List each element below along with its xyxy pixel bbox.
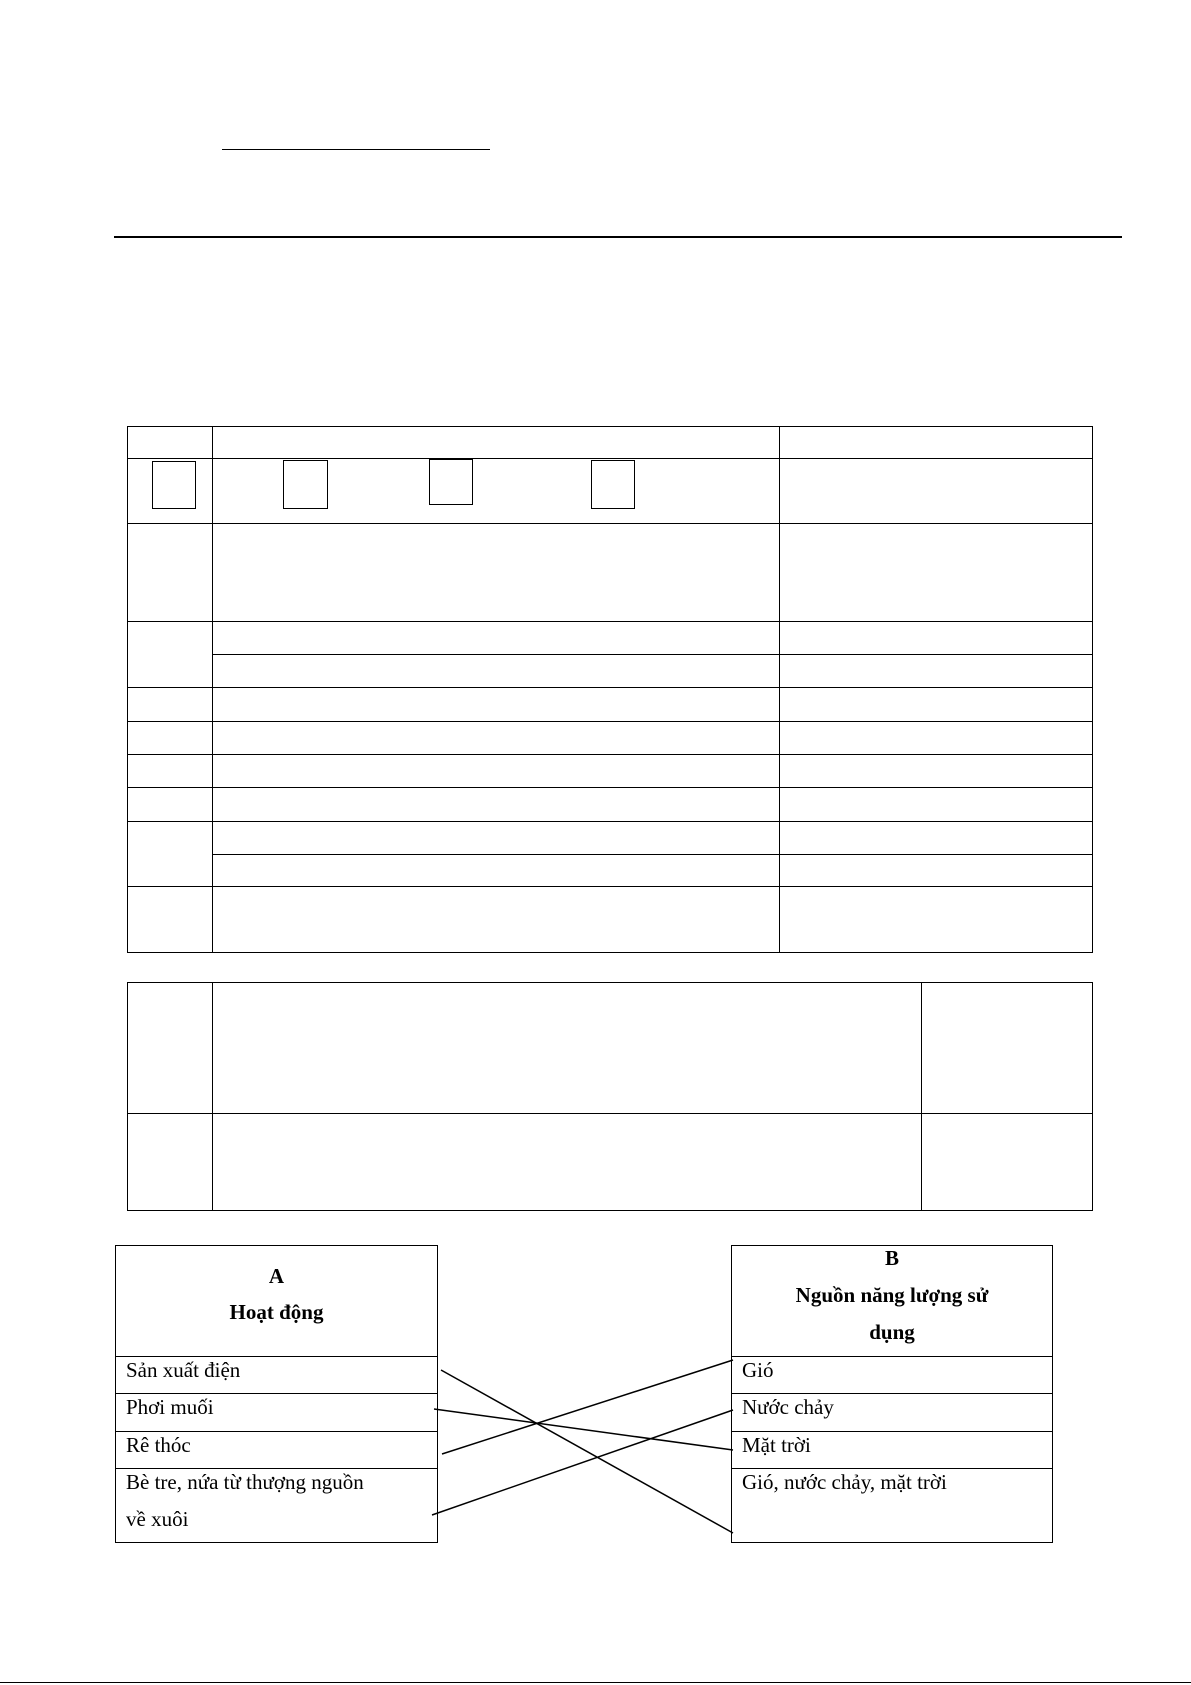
activity-item[interactable]: Phơi muối [126,1395,214,1419]
column-a-letter: A [268,1264,285,1288]
column-b-title-line2: dụng [869,1320,915,1344]
activity-item-continued: về xuôi [126,1507,189,1531]
activity-item[interactable]: Rê thóc [126,1433,191,1457]
match-line-be-tre [432,1410,733,1515]
energy-source-item[interactable]: Nước chảy [742,1395,834,1419]
match-line-san-xuat-dien [441,1370,733,1533]
energy-source-item[interactable]: Gió [742,1358,774,1382]
footer-rule [0,1682,1191,1683]
column-b-letter: B [884,1246,899,1270]
activity-item[interactable]: Bè tre, nứa từ thượng nguồn [126,1470,364,1494]
energy-source-item[interactable]: Mặt trời [742,1433,811,1457]
column-b-title: Nguồn năng lượng sử [795,1283,989,1307]
match-line-phoi-muoi [434,1409,733,1450]
column-a-title: Hoạt động [229,1300,324,1324]
match-line-re-thoc [442,1360,733,1454]
activity-item[interactable]: Sản xuất điện [126,1358,241,1382]
energy-source-item[interactable]: Gió, nước chảy, mặt trời [742,1470,947,1494]
